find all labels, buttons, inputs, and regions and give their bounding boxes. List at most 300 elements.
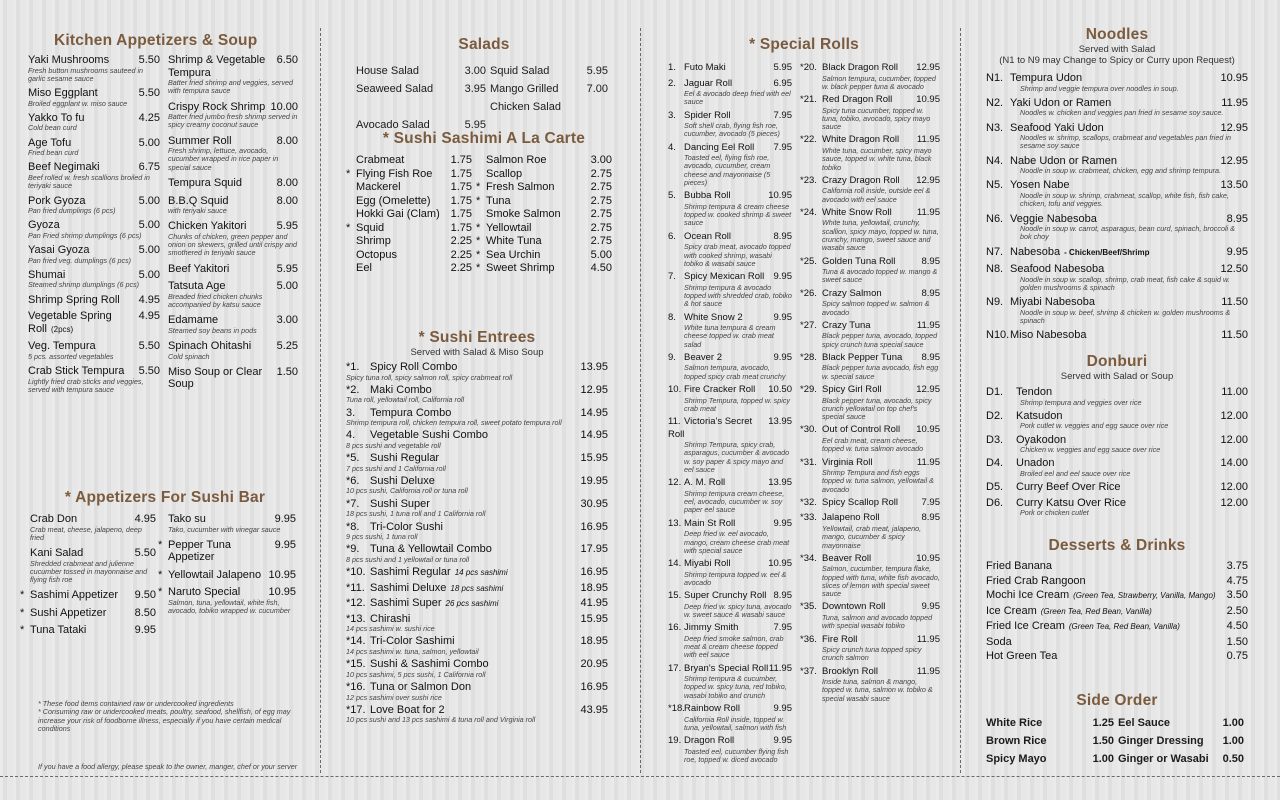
item-description: Fresh button mushrooms sauteed in garlic sesame sauce xyxy=(28,65,144,83)
menu-item xyxy=(28,161,160,190)
item-note: 14 pcs sashimi xyxy=(454,568,508,578)
item-description: Cold bean curd xyxy=(28,123,77,133)
item-name: Crazy Salmon xyxy=(822,287,882,299)
item-description: Beef rolled w. fresh scallions broiled in teriyaki sauce xyxy=(28,172,150,191)
item-row xyxy=(986,620,1248,634)
item-number: *37. xyxy=(800,665,817,677)
item-name-wrap xyxy=(168,263,277,276)
menu-list xyxy=(346,154,472,276)
item-row xyxy=(668,190,792,203)
item-price: 2.50 xyxy=(1226,604,1248,617)
item-name: Jalapeno Roll xyxy=(822,512,880,524)
item-name-wrap xyxy=(356,208,451,221)
item-name: Tuna & Yellowtail Combo xyxy=(370,543,492,556)
item-description: 10 pcs sashimi, 5 pcs sushi, 1 California roll xyxy=(346,669,486,679)
item-name-wrap xyxy=(356,154,451,167)
item-row xyxy=(346,582,608,596)
item-name-wrap xyxy=(986,263,1220,276)
item-price: 8.00 xyxy=(276,177,298,190)
menu-item xyxy=(486,208,612,221)
item-name: Out of Control Roll xyxy=(822,424,901,436)
item-name: Sashimi Deluxe xyxy=(370,581,447,594)
item-number: *29. xyxy=(800,384,817,396)
item-row xyxy=(668,622,792,635)
item-note: (Green Tea, Strawberry, Vanilla, Mango) xyxy=(1073,591,1216,600)
item-name: Maki Combo xyxy=(370,383,432,396)
item-price: 5.00 xyxy=(138,244,160,257)
item-number: *25. xyxy=(800,255,817,267)
item-row xyxy=(30,513,156,526)
item-number: 2. xyxy=(668,77,676,89)
item-price: 10.50 xyxy=(768,384,792,396)
item-row xyxy=(986,589,1248,603)
item-price: 5.00 xyxy=(590,248,612,261)
item-row xyxy=(28,340,160,353)
item-row xyxy=(168,177,298,190)
item-row xyxy=(28,294,160,307)
item-description: California roll inside, outside eel & avocado with eel sauce xyxy=(822,186,931,204)
item-price: 14.95 xyxy=(580,429,608,442)
item-row xyxy=(476,235,612,248)
item-row xyxy=(986,72,1248,85)
item-name: Squid Salad xyxy=(490,65,550,77)
menu-item xyxy=(476,262,612,275)
item-number: *32. xyxy=(800,496,817,508)
note: * Consuming raw or undercooked meats, poultry, seafood, shellfish, of egg may increase your risk of foodborne illness, especially if you have certain medical conditions xyxy=(38,707,291,733)
item-price: 1.75 xyxy=(450,167,472,180)
item-name: Sushi Appetizer xyxy=(30,606,107,619)
item-description: White tuna, cucumber, spicy mayo sauce, topped w. white tuna, black tobiko xyxy=(822,145,932,172)
item-price: 5.95 xyxy=(464,119,486,131)
item-description: Batter fried shrimp and veggies, served with tempura sauce xyxy=(168,78,294,96)
item-price: 4.95 xyxy=(138,310,160,323)
item-name: Crazy Dragon Roll xyxy=(822,174,900,186)
menu-list xyxy=(986,72,1248,342)
menu-item xyxy=(800,94,940,131)
item-name: Egg (Omelette) xyxy=(356,194,431,207)
item-description: 8 pcs sushi and vegetable roll xyxy=(346,440,441,450)
item-name: Curry Katsu Over Rice xyxy=(1016,496,1127,509)
menu-item xyxy=(476,194,612,208)
item-name: Seafood Yaki Udon xyxy=(1010,121,1104,134)
item-name-wrap xyxy=(476,235,591,248)
menu-item xyxy=(476,248,612,262)
item-row xyxy=(986,386,1248,399)
section-title: Donburi xyxy=(1086,353,1148,370)
item-description: Shrimp tempura topped w. eel & avocado xyxy=(684,569,787,587)
item-price: 1.00 xyxy=(1092,753,1114,765)
item-description: Toasted eel, flying fish roe, avocado, cucumber, cream cheese and mayonnaise (5 pieces) xyxy=(684,153,771,188)
item-name: Nabe Udon or Ramen xyxy=(1010,154,1118,167)
item-number: *10. xyxy=(346,566,366,579)
item-name-wrap xyxy=(986,636,1227,649)
item-name: Shrimp xyxy=(356,235,391,247)
item-price: 11.95 xyxy=(916,319,940,331)
item-number: *21. xyxy=(800,94,817,106)
item-description: Noodles w. shrimp, scallops, crabmeat and vegetables pan fried in sesame soy sauce xyxy=(1020,133,1231,151)
item-price: 12.00 xyxy=(1220,481,1248,494)
item-price: 8.00 xyxy=(276,194,298,207)
desserts-section xyxy=(986,537,1248,665)
section-title: * Sushi Entrees xyxy=(418,329,536,346)
item-name-wrap xyxy=(158,568,268,582)
item-name: Vegetable Sushi Combo xyxy=(370,429,489,442)
item-name-wrap xyxy=(486,154,591,167)
item-row xyxy=(356,208,472,221)
notes xyxy=(38,700,308,733)
item-number: N8. xyxy=(986,263,1004,276)
item-price: 11.50 xyxy=(1221,296,1248,309)
menu-item xyxy=(800,384,940,421)
item-row xyxy=(356,195,472,208)
menu-item xyxy=(168,340,298,361)
item-number: D6. xyxy=(986,496,1004,509)
item-number: D2. xyxy=(986,409,1004,422)
menu-item xyxy=(986,457,1248,478)
item-price: 8.95 xyxy=(921,287,940,299)
item-price: 12.00 xyxy=(1220,409,1248,422)
item-price: 11.00 xyxy=(1221,386,1248,398)
item-description: Pan Fried shrimp dumplings (6 pcs) xyxy=(28,230,142,240)
item-price: 8.95 xyxy=(773,590,792,602)
kitchen-section xyxy=(28,22,298,398)
item-price: 13.50 xyxy=(1220,179,1248,192)
item-name: Golden Tuna Roll xyxy=(822,255,896,267)
item-name: Tako su xyxy=(168,513,206,525)
item-price: 11.95 xyxy=(916,665,940,677)
item-price: 8.95 xyxy=(921,512,940,524)
menu-item xyxy=(346,613,608,634)
item-name-wrap xyxy=(28,365,139,378)
item-price: 8.95 xyxy=(921,255,940,267)
menu-item xyxy=(346,475,608,496)
item-number: 1. xyxy=(668,62,676,73)
item-name: Spicy Mayo xyxy=(986,753,1047,765)
item-price: 9.95 xyxy=(773,517,792,529)
item-description: Shrimp Tempura, topped w. spicy crab meat xyxy=(684,395,790,413)
item-name: Nabesoba xyxy=(1010,245,1061,258)
item-row xyxy=(28,87,160,100)
item-number: *6. xyxy=(346,474,360,487)
item-price: 13.95 xyxy=(768,416,792,428)
menu-item xyxy=(346,543,608,564)
item-price: 5.95 xyxy=(276,262,298,275)
item-price: 1.50 xyxy=(1092,735,1114,747)
item-name: Sashimi Super xyxy=(370,597,442,610)
menu-item xyxy=(28,137,160,158)
item-price: 12.95 xyxy=(916,174,940,186)
raw-marker: * xyxy=(476,221,481,234)
menu-item xyxy=(168,135,298,172)
item-name-wrap xyxy=(20,589,135,602)
item-name: Eel Sauce xyxy=(1118,717,1170,729)
menu-item xyxy=(168,177,298,190)
item-description: Deep fried w. spicy tuna, avocado w. sweet sauce & wasabi sauce xyxy=(684,601,792,619)
item-row xyxy=(28,219,160,232)
item-description: Spicy salmon topped w. salmon & avocado xyxy=(822,299,930,317)
menu-item xyxy=(28,112,160,133)
item-number: *35. xyxy=(800,601,817,613)
menu-item xyxy=(28,310,160,336)
item-price: 3.95 xyxy=(464,83,486,95)
item-name-wrap xyxy=(346,543,580,556)
item-name-wrap xyxy=(986,329,1221,342)
menu-item xyxy=(346,635,608,656)
menu-item xyxy=(800,207,940,253)
item-name: Tempura Combo xyxy=(370,406,452,419)
item-name: Ginger Dressing xyxy=(1118,735,1204,747)
menu-item xyxy=(800,497,940,510)
item-description: Steamed shrimp dumplings (6 pcs) xyxy=(28,280,140,290)
item-price: 4.95 xyxy=(134,513,156,525)
item-name: Edamame xyxy=(168,314,219,327)
item-description: Black pepper tuna, avocado, topped spicy crunch tuna special sauce xyxy=(822,331,938,349)
item-name-wrap xyxy=(168,366,277,391)
item-name-wrap xyxy=(800,384,916,397)
item-description: Pan fried dumplings (6 pcs) xyxy=(28,206,116,216)
item-name-wrap xyxy=(668,416,768,441)
item-row xyxy=(476,221,612,235)
item-note: 26 pcs sashimi xyxy=(445,599,499,609)
item-name: Sushi Super xyxy=(370,497,430,510)
menu-item xyxy=(668,190,792,227)
item-name: Main St Roll xyxy=(684,517,736,529)
item-price: 0.50 xyxy=(1222,753,1244,765)
item-name: Brooklyn Roll xyxy=(822,665,878,677)
item-name: Shrimp Spring Roll xyxy=(28,293,120,306)
item-description: Chicken w. veggies and egg sauce over rice xyxy=(1020,445,1161,455)
item-number: 5. xyxy=(668,190,676,202)
item-name: Yosen Nabe xyxy=(1010,179,1070,192)
item-name: Rainbow Roll xyxy=(684,703,740,715)
item-name-wrap xyxy=(20,606,135,620)
menu-item xyxy=(986,246,1248,260)
menu-item xyxy=(986,481,1248,494)
item-price: 9.95 xyxy=(921,601,940,613)
item-name: Fire Cracker Roll xyxy=(684,384,756,396)
section-title: Kitchen Appetizers & Soup xyxy=(54,32,258,49)
menu-list xyxy=(668,62,792,767)
item-name: Sashimi Appetizer xyxy=(30,589,119,602)
item-description: 7 pcs sushi and 1 California roll xyxy=(346,463,446,473)
menu-item xyxy=(668,142,792,188)
item-row xyxy=(158,586,296,599)
item-price: 12.95 xyxy=(916,384,940,396)
item-price: 2.75 xyxy=(590,208,612,220)
item-row xyxy=(30,547,156,560)
item-name-wrap xyxy=(346,658,580,671)
menu-list xyxy=(800,62,940,767)
section-title: * Sushi Sashimi A La Carte xyxy=(382,130,586,147)
item-description: Fresh shrimp, lettuce, avocado, cucumber wrapped in rice paper in special sauce xyxy=(168,146,279,172)
item-price: 19.95 xyxy=(580,474,608,487)
item-name-wrap xyxy=(28,310,139,336)
menu-item xyxy=(986,636,1248,649)
item-price: 2.75 xyxy=(590,194,612,207)
item-name: Fire Roll xyxy=(822,633,858,645)
item-name: Sushi Regular xyxy=(370,452,440,465)
menu-list xyxy=(356,62,612,134)
divider xyxy=(0,776,1280,777)
item-number: *28. xyxy=(800,351,817,363)
item-price: 10.95 xyxy=(268,568,296,581)
raw-marker: * xyxy=(158,586,163,599)
menu-item xyxy=(668,231,792,268)
item-name: Yellowtail xyxy=(486,221,532,234)
item-name: Sushi & Sashimi Combo xyxy=(370,658,489,671)
item-description: Spicy crunch tuna topped spicy crunch salmon xyxy=(822,645,922,663)
item-description: Batter fried jumbo fresh shrimp served in spicy creamy coconut sauce xyxy=(168,112,298,130)
item-name: Katsudon xyxy=(1016,409,1063,422)
item-name: Yakko To fu xyxy=(28,111,85,124)
item-row xyxy=(356,235,472,248)
menu-item xyxy=(356,208,472,221)
menu-item xyxy=(346,566,608,580)
item-description: Shrimp tempura cream cheese, eel, avocado, cucumber w. soy paper eel sauce xyxy=(684,488,785,515)
item-name-wrap xyxy=(30,513,135,526)
item-price: 18.95 xyxy=(580,635,608,648)
item-description: 12 pcs sashimi over sushi rice xyxy=(346,692,442,702)
item-name: White Snow Roll xyxy=(822,206,892,218)
menu-item xyxy=(800,457,940,494)
item-name: House Salad xyxy=(356,65,419,77)
item-description: Tuna & avocado topped w. mango & sweet sauce xyxy=(822,267,938,285)
item-name-wrap xyxy=(986,650,1227,663)
item-description: Noodle in soup w. crabmeat, chicken, egg and shrimp tempura. xyxy=(1020,166,1221,176)
item-name-wrap xyxy=(986,620,1227,634)
menu-item xyxy=(168,220,298,257)
menu-list xyxy=(986,560,1248,663)
item-name: Jaguar Roll xyxy=(684,77,733,89)
section-title: Salads xyxy=(458,36,510,53)
item-name: Yaki Mushrooms xyxy=(28,54,110,66)
item-price: 10.95 xyxy=(1220,72,1248,84)
a-la-carte-section xyxy=(346,130,612,276)
item-price: 1.75 xyxy=(450,208,472,220)
item-number: N5. xyxy=(986,179,1004,192)
item-row xyxy=(476,194,612,208)
item-price: 12.00 xyxy=(1220,433,1248,446)
item-row xyxy=(20,606,156,620)
special-rolls-section xyxy=(668,22,940,767)
item-name: Fried Crab Rangoon xyxy=(986,574,1086,587)
item-price: 14.95 xyxy=(580,406,608,419)
item-name: Beef Negimaki xyxy=(28,161,100,174)
item-name-wrap xyxy=(356,195,451,208)
menu-list xyxy=(168,54,298,398)
item-row xyxy=(346,566,608,580)
item-name: Beaver Roll xyxy=(822,552,872,564)
item-name-wrap xyxy=(668,703,774,716)
item-description: 10 pcs sushi, California roll or tuna roll xyxy=(346,486,468,496)
item-description: Salmon, tuna, yellowtail, white fish, avocado, tobiko wrapped w. cucumber xyxy=(168,597,291,616)
menu-item xyxy=(668,663,792,700)
item-row xyxy=(158,568,296,582)
divider xyxy=(640,28,641,773)
item-number: 16. xyxy=(668,622,682,634)
menu-list xyxy=(346,361,608,725)
menu-item xyxy=(668,384,792,413)
menu-item xyxy=(168,263,298,276)
item-number: *36. xyxy=(800,633,817,645)
item-name: Downtown Roll xyxy=(822,601,886,613)
menu-item xyxy=(986,122,1248,151)
section-subtitle: Served with Salad & Miso Soup xyxy=(410,347,544,358)
item-name: Dragon Roll xyxy=(684,735,735,747)
item-row xyxy=(168,314,298,327)
item-name: Tempura Udon xyxy=(1010,72,1083,84)
item-description: Steamed soy beans in pods xyxy=(168,325,257,335)
item-row xyxy=(800,384,940,397)
item-price: 5.00 xyxy=(138,136,160,149)
item-price: 10.00 xyxy=(270,100,298,113)
item-description: California Roll inside, topped w. tuna, yellowtail, salmon with fish xyxy=(684,714,787,732)
item-row xyxy=(346,597,608,611)
donburi-section xyxy=(986,353,1248,520)
item-name: Yellowtail Jalapeno xyxy=(168,568,262,581)
item-price: 15.95 xyxy=(580,612,608,625)
item-name-wrap xyxy=(668,62,774,75)
item-number: *13. xyxy=(346,612,366,625)
item-row xyxy=(668,590,792,603)
item-description: Shrimp Tempura, spicy crab, asparagus, cucumber & avocado w. soy paper & spicy mayo and eel sauce xyxy=(684,440,790,475)
item-name: Yasai Gyoza xyxy=(28,244,90,257)
section-subtitle: Served with Salad or Soup xyxy=(1060,371,1174,382)
item-row xyxy=(356,262,472,275)
item-price: 2.75 xyxy=(590,181,612,193)
item-row xyxy=(668,62,792,75)
item-price: 5.50 xyxy=(138,340,160,353)
item-price: 1.00 xyxy=(1222,717,1244,729)
menu-item xyxy=(986,560,1248,573)
item-name: Ginger or Wasabi xyxy=(1118,753,1209,765)
item-description: 5 pcs. assorted vegetables xyxy=(28,351,114,361)
item-number: 17. xyxy=(668,662,682,674)
item-price: 2.75 xyxy=(590,221,612,234)
menu-item xyxy=(800,553,940,599)
menu-item xyxy=(668,271,792,308)
section-title: Noodles xyxy=(1085,26,1149,43)
item-description: White tuna, yellowtail, crunchy, scallion, spicy mayo, topped w. tuna, crunchy, mango, sweet sauce and wasabi sauce xyxy=(822,218,939,253)
entrees-section xyxy=(346,329,608,727)
raw-marker: * xyxy=(476,181,481,193)
item-name: Tendon xyxy=(1016,386,1053,398)
menu-item xyxy=(800,424,940,453)
item-name: Scallop xyxy=(486,167,523,180)
item-name: Bryan's Special Roll xyxy=(684,662,769,674)
item-row xyxy=(346,361,608,374)
menu-item xyxy=(356,235,472,248)
item-name: Summer Roll xyxy=(168,134,232,147)
item-number: D4. xyxy=(986,457,1004,470)
item-name: White Rice xyxy=(986,717,1043,729)
item-price: 30.95 xyxy=(580,497,608,510)
item-row xyxy=(986,481,1248,494)
item-row xyxy=(346,543,608,556)
item-name-wrap xyxy=(168,513,275,526)
item-name-wrap xyxy=(168,340,277,353)
item-number: N1. xyxy=(986,72,1004,84)
menu-item xyxy=(20,589,156,602)
item-description: Tuna roll, yellowtail roll, California roll xyxy=(346,395,465,405)
item-price: 1.75 xyxy=(450,181,472,193)
item-name: Oyakodon xyxy=(1016,433,1067,446)
item-name: Naruto Special xyxy=(168,586,241,599)
item-description: 9 pcs sushi, 1 tuna roll xyxy=(346,532,418,542)
menu-item xyxy=(346,452,608,473)
raw-marker: * xyxy=(476,235,481,247)
menu-list xyxy=(28,54,160,398)
